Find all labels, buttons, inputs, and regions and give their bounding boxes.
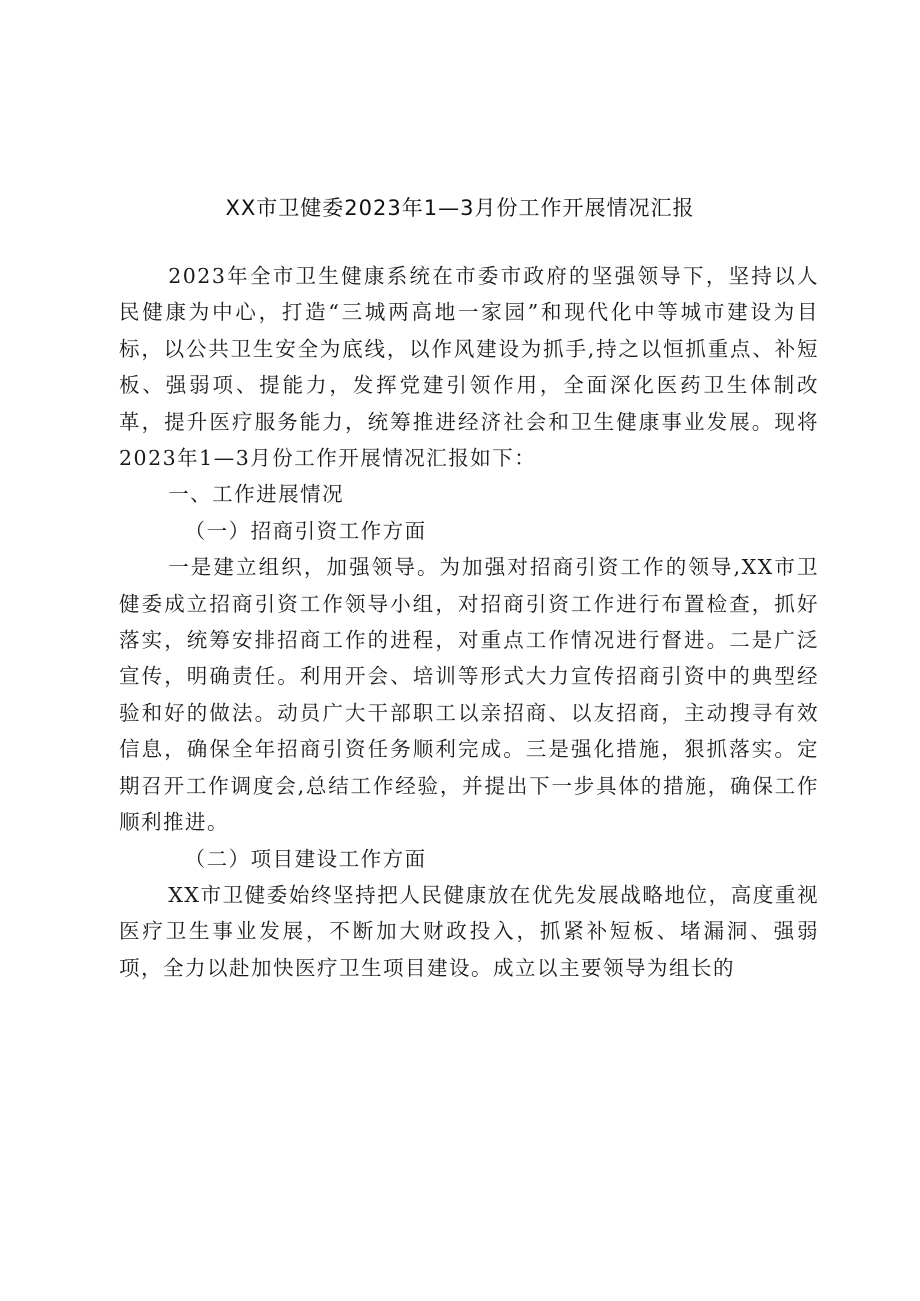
document-body (119, 258, 819, 986)
projects-paragraph: XX市卫健委始终坚持把人民健康放在优先发展战略地位，高度重视医疗卫生事业发展，不断加大财政投入，抓紧补短板、堵漏洞、强弱项，全力以赴加快医疗卫生项目建设。成立以主要领导为组长的 (119, 882, 819, 980)
subsection-heading-projects: （二）项目建设工作方面 (184, 846, 427, 871)
intro-paragraph: 2023年全市卫生健康系统在市委市政府的坚强领导下，坚持以人民健康为中心，打造“三城两高地一家园”和现代化中等城市建设为目标，以公共卫生安全为底线，以作风建设为抓手,持之以恒抓重点、补短板、强弱项、提能力，发挥党建引领作用，全面深化医药卫生体制改革，提升医疗服务能力，统筹推进经济社会和卫生健康事业发展。现将2023年1—3月份工作开展情况汇报如下： (119, 264, 819, 471)
subsection-heading-investment: （一）招商引资工作方面 (184, 518, 427, 543)
section-heading-progress: 一、工作进展情况 (168, 482, 345, 507)
investment-paragraph: 一是建立组织，加强领导。为加强对招商引资工作的领导,XX市卫健委成立招商引资工作领导小组，对招商引资工作进行布置检查，抓好落实，统筹安排招商工作的进程，对重点工作情况进行督进。二是广泛宣传，明确责任。利用开会、培训等形式大力宣传招商引资中的典型经验和好的做法。动员广大干部职工以亲招商、以友招商，主动搜寻有效信息，确保全年招商引资任务顺利完成。三是强化措施，狠抓落实。定期召开工作调度会,总结工作经验，并提出下一步具体的措施，确保工作顺利推进。 (119, 555, 819, 835)
document-title: XX市卫健委2023年1—3月份工作开展情况汇报 (225, 196, 695, 220)
